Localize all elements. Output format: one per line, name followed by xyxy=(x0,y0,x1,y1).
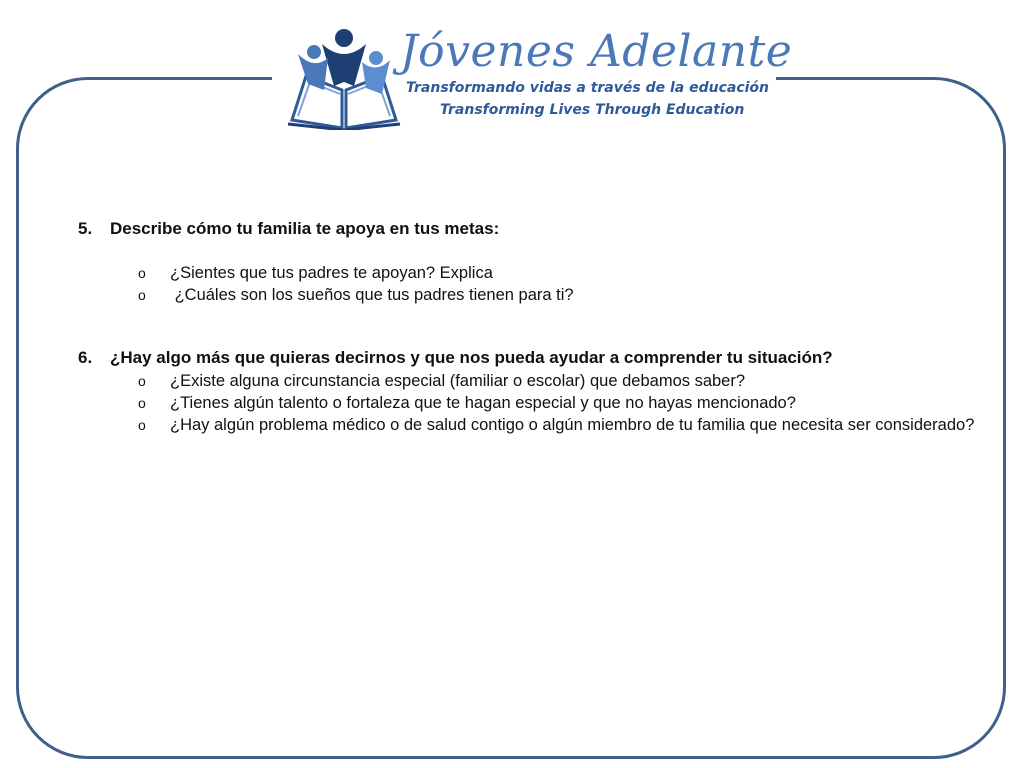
bullet-marker: o xyxy=(138,395,146,411)
list-item xyxy=(138,284,738,306)
question-number: 5. xyxy=(78,219,93,238)
logo-title: Jóvenes Adelante xyxy=(400,26,793,77)
bullet-marker: o xyxy=(138,265,146,281)
list-item xyxy=(138,392,988,414)
question-5 xyxy=(78,219,499,239)
list-item xyxy=(138,414,988,436)
question-6-bullets xyxy=(138,370,988,436)
people-on-open-book-icon xyxy=(284,24,404,130)
list-item xyxy=(138,262,738,284)
question-text: ¿Hay algo más que quieras decirnos y que nos pueda ayudar a comprender tu situación? xyxy=(110,348,833,367)
bullet-text: ¿Tienes algún talento o fortaleza que te hagan especial y que no hayas mencionado? xyxy=(170,394,796,412)
question-5-bullets xyxy=(138,262,738,306)
question-text: Describe cómo tu familia te apoya en tus metas: xyxy=(110,219,500,238)
bullet-text: ¿Hay algún problema médico o de salud contigo o algún miembro de tu familia que necesita ser considerado? xyxy=(170,416,975,434)
bullet-text: ¿Existe alguna circunstancia especial (familiar o escolar) que debamos saber? xyxy=(170,372,746,390)
bullet-text: ¿Sientes que tus padres te apoyan? Explica xyxy=(170,264,493,282)
logo-tagline-english: Transforming Lives Through Education xyxy=(440,102,745,118)
bullet-marker: o xyxy=(138,417,146,433)
logo-tagline-spanish: Transformando vidas a través de la educación xyxy=(406,80,770,96)
question-number: 6. xyxy=(78,348,93,367)
question-6 xyxy=(78,348,833,368)
bullet-text: ¿Cuáles son los sueños que tus padres tienen para ti? xyxy=(170,286,574,304)
jovenes-adelante-logo xyxy=(272,18,793,136)
bullet-marker: o xyxy=(138,287,146,303)
bullet-marker: o xyxy=(138,373,146,389)
list-item xyxy=(138,370,988,392)
